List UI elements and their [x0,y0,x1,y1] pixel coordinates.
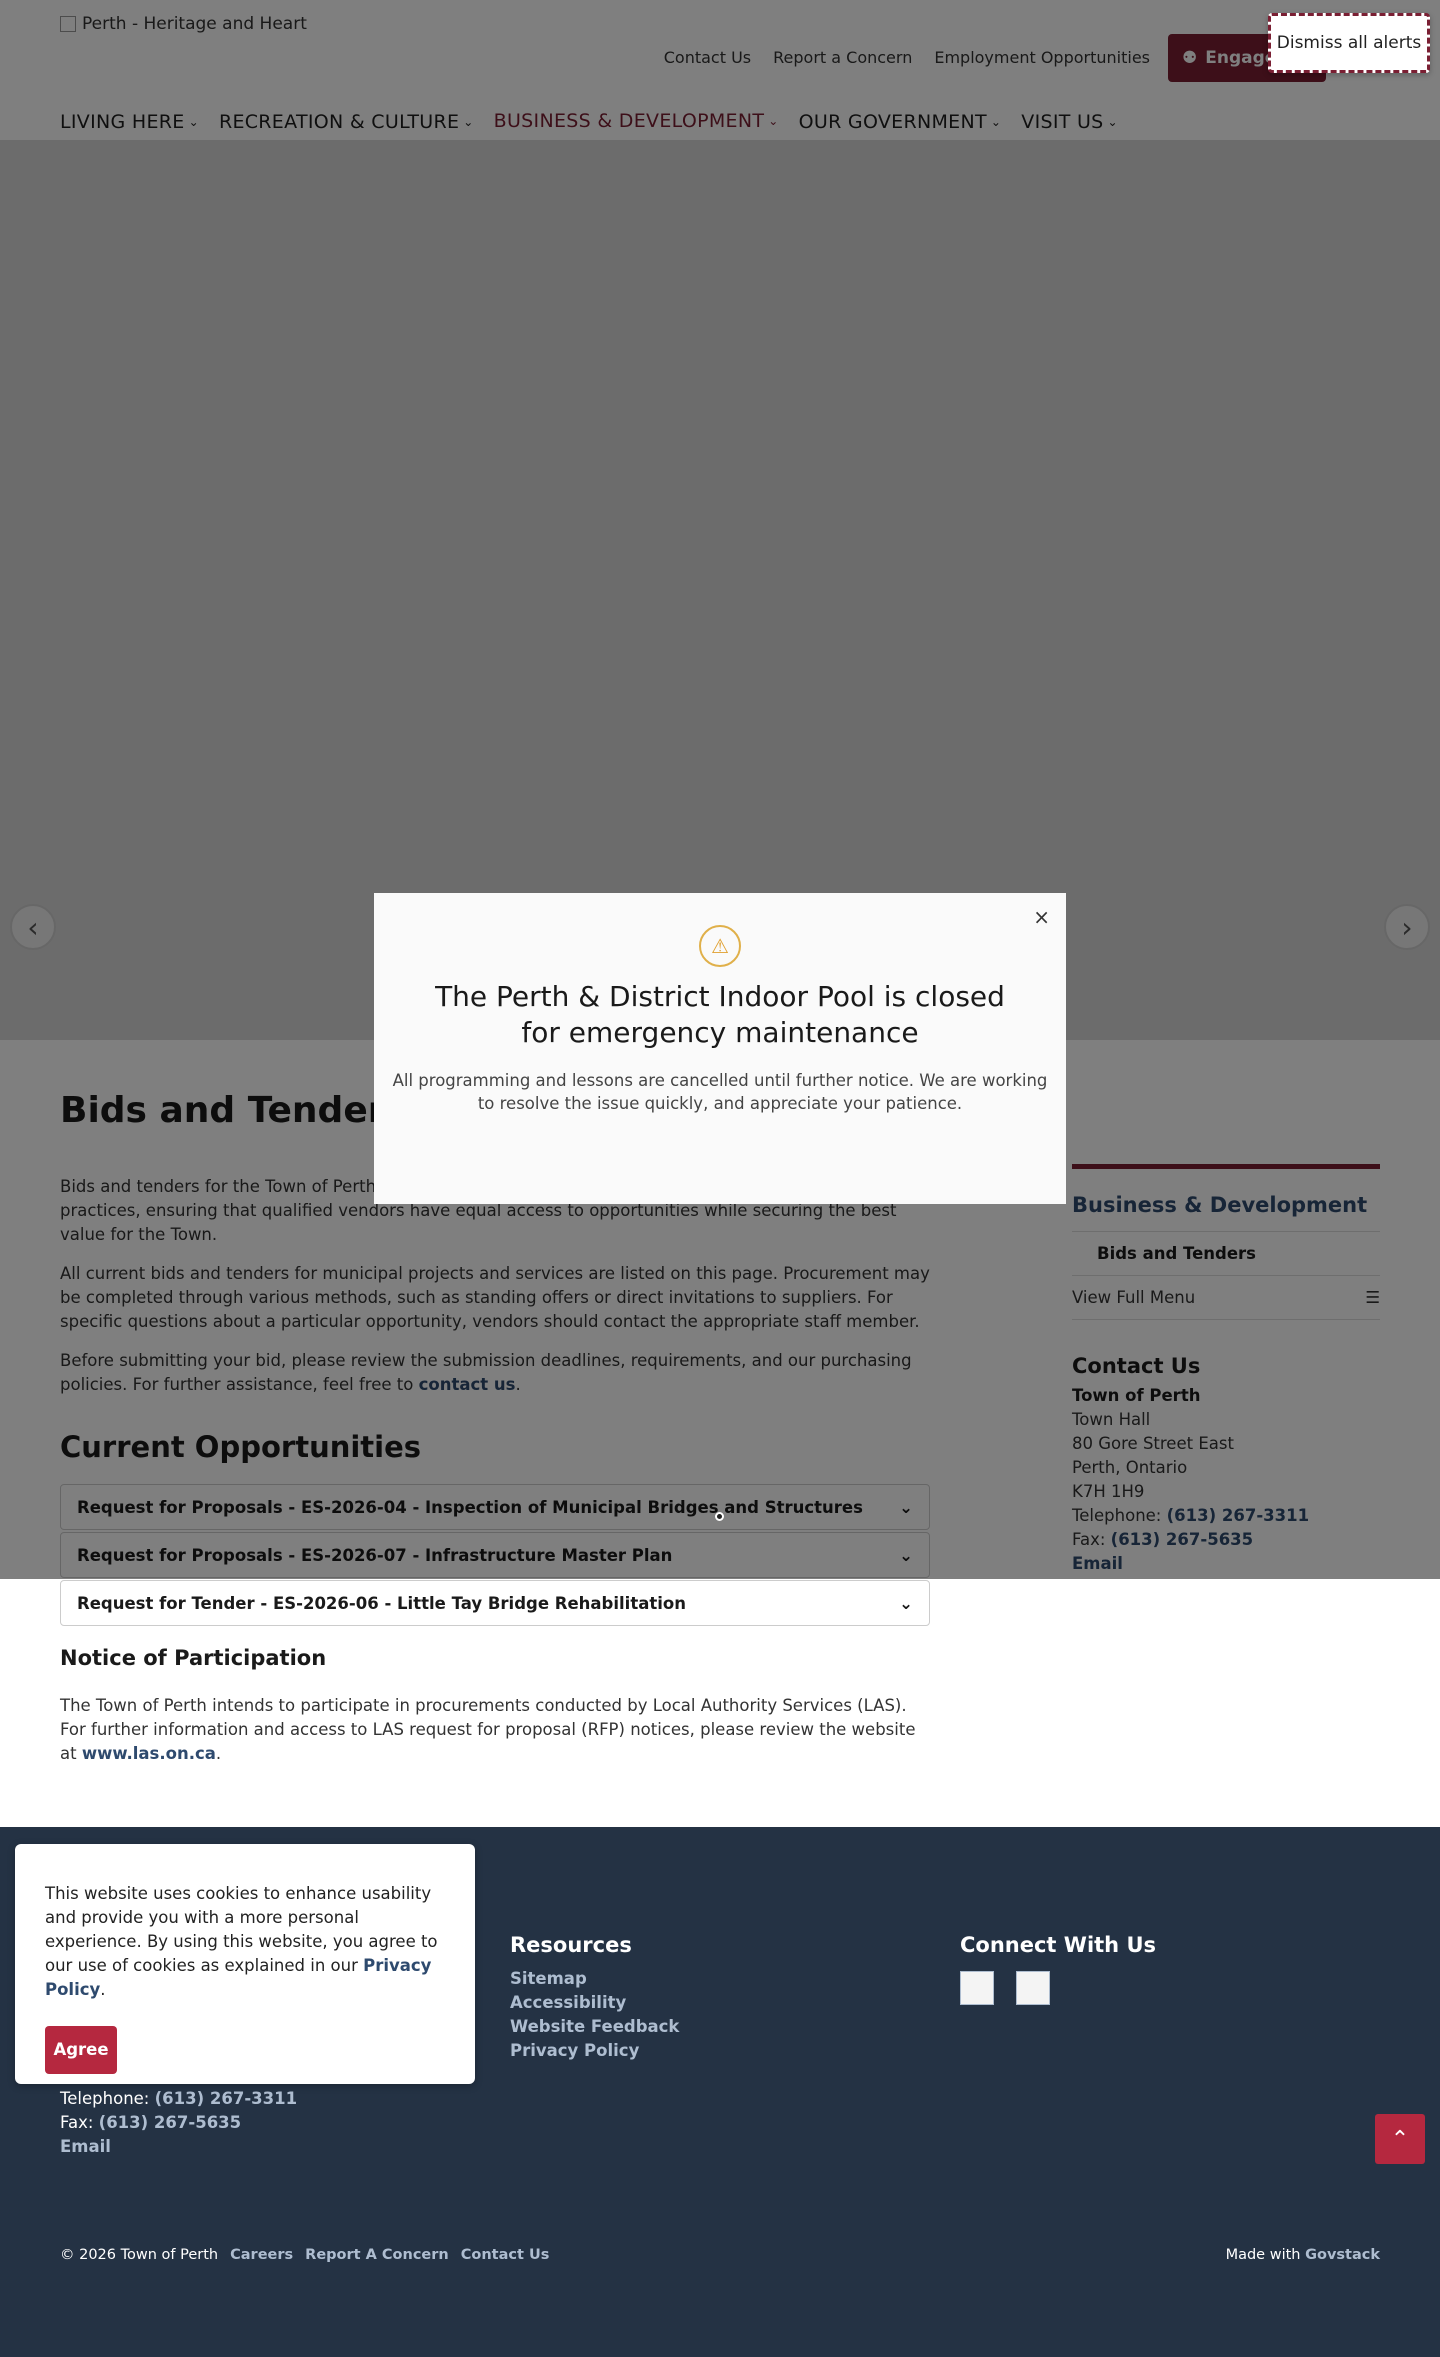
social-icon[interactable] [960,1971,994,2005]
notice-body [60,1694,930,1766]
chevron-up-icon: ⌃ [1390,2126,1410,2152]
privacy-policy-link[interactable]: Privacy Policy [45,1956,432,1999]
footer-link-privacy[interactable]: Privacy Policy [510,2041,640,2060]
dismiss-all-alerts-button[interactable]: Dismiss all alerts [1268,13,1430,73]
back-to-top-button[interactable] [1375,2114,1425,2164]
footer-link-report[interactable]: Report A Concern [305,2247,449,2263]
cookie-banner [15,1844,475,2084]
footer-contact [60,2087,297,2159]
footer-link-careers[interactable]: Careers [230,2247,294,2263]
telephone-label: Telephone: [60,2089,155,2108]
footer-connect [960,1933,1156,2005]
alert-title: The Perth & District Indoor Pool is closed for emergency maintenance [435,980,1005,1049]
govstack-link[interactable]: Govstack [1305,2247,1380,2263]
resources-title: Resources [510,1933,632,1957]
footer-link-accessibility[interactable]: Accessibility [510,1993,627,2012]
footer-resources [510,1933,679,2061]
mouse-cursor [715,1512,724,1521]
footer-fax [60,2111,297,2135]
accordion-label: Request for Tender - ES-2026-06 - Little Tay Bridge Rehabilitation [77,1593,686,1613]
agree-button[interactable]: Agree [45,2026,117,2074]
footer-link-sitemap[interactable]: Sitemap [510,1969,587,1988]
las-link[interactable]: www.las.on.ca [81,1744,216,1763]
footer-fax-link[interactable]: (613) 267-5635 [98,2113,242,2132]
copyright: © 2026 Town of Perth [60,2247,219,2263]
footer-link-contact[interactable]: Contact Us [460,2247,550,2263]
cookie-text [45,1882,445,2002]
cookie-message: This website uses cookies to enhance usability and provide you with a more personal experience. By using this website, you agree to our use of cookies as explained in our [45,1884,438,1975]
accordion-item[interactable] [60,1580,930,1626]
notice-text: The Town of Perth intends to participate in procurements conducted by Local Authority Services (LAS). For further information and access to LAS request for proposal (RFP) notices, please review the website at [60,1696,916,1763]
footer-telephone [60,2087,297,2111]
alert-body: All programming and lessons are cancelled until further notice. We are working to resolve the issue quickly, and appreciate your patience. [392,1071,1048,1113]
cookie-suffix: . [100,1980,106,1999]
chevron-down-icon: ⌄ [899,1593,913,1613]
alert-modal [374,893,1066,1204]
close-icon[interactable]: × [1033,905,1050,929]
footer-link-feedback[interactable]: Website Feedback [510,2017,680,2036]
notice-title: Notice of Participation [60,1646,327,1670]
footer-bottom [60,2247,1380,2263]
made-with [1226,2247,1380,2263]
fax-label: Fax: [60,2113,99,2132]
made-with-prefix: Made with [1225,2247,1306,2263]
notice-text: . [215,1744,222,1763]
footer-telephone-link[interactable]: (613) 267-3311 [154,2089,298,2108]
social-icon[interactable] [1016,1971,1050,2005]
footer-email-link[interactable]: Email [60,2137,111,2156]
warning-icon: ⚠ [699,925,741,967]
connect-title: Connect With Us [960,1933,1156,1957]
